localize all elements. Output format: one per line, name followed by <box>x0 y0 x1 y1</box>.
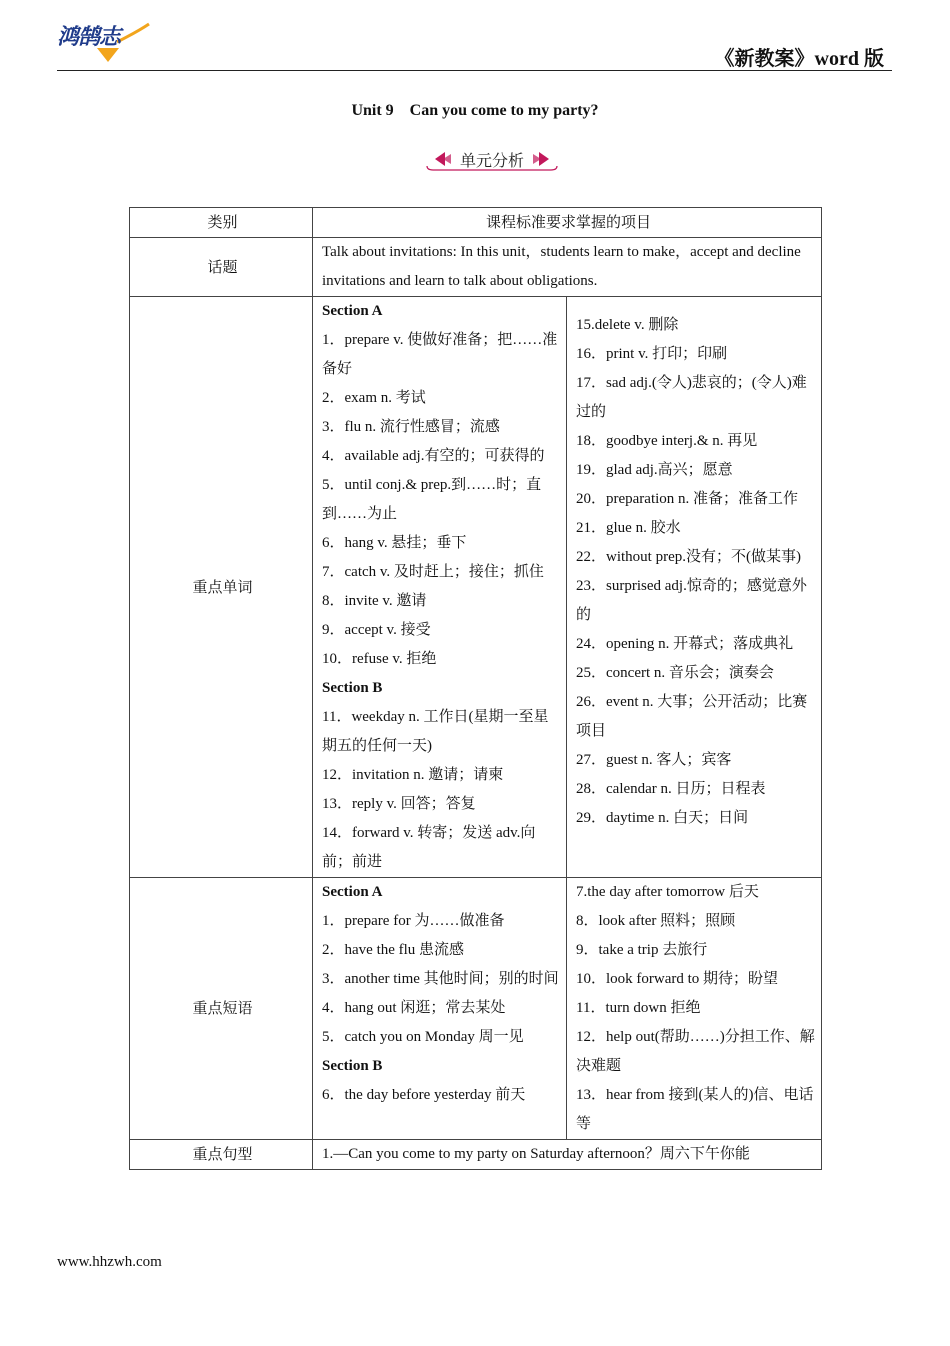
list-item: 3．flu n. 流行性感冒；流感 <box>322 419 500 435</box>
list-item: 12．help out(帮助……)分担工作、解决难题 <box>576 1029 815 1074</box>
list-item: 1．prepare v. 使做好准备；把……准备好 <box>322 332 558 377</box>
phrases-left-list <box>313 878 567 1140</box>
list-item: 4．available adj.有空的；可获得的 <box>322 448 545 464</box>
phrases-right-list <box>567 878 822 1140</box>
table-row-topic <box>130 238 822 297</box>
list-item: 27．guest n. 客人；宾客 <box>576 752 732 768</box>
list-item: 14．forward v. 转寄；发送 adv.向前；前进 <box>322 825 536 870</box>
list-item: 23．surprised adj.惊奇的；感觉意外的 <box>576 578 807 623</box>
logo <box>57 18 157 64</box>
list-item: 21．glue n. 胶水 <box>576 520 681 536</box>
list-item: 24．opening n. 开幕式；落成典礼 <box>576 636 794 652</box>
list-item: 2．exam n. 考试 <box>322 390 426 406</box>
list-item: 3．another time 其他时间；别的时间 <box>322 971 559 987</box>
vocab-right-list <box>567 297 822 878</box>
list-item: 2．have the flu 患流感 <box>322 942 465 958</box>
table-header-row <box>130 208 822 238</box>
list-item: 8．invite v. 邀请 <box>322 593 427 609</box>
list-item: 4．hang out 闲逛；常去某处 <box>322 1000 506 1016</box>
list-item: 26．event n. 大事；公开活动；比赛项目 <box>576 694 808 739</box>
section-badge <box>423 146 561 172</box>
list-item: 7.the day after tomorrow 后天 <box>576 884 759 900</box>
list-item: 19．glad adj.高兴；愿意 <box>576 462 733 478</box>
phrases-category: 重点短语 <box>130 878 313 1140</box>
list-item: 13．reply v. 回答；答复 <box>322 796 476 812</box>
sentences-category: 重点句型 <box>130 1140 313 1170</box>
table-row-sentences <box>130 1140 822 1170</box>
topic-text: Talk about invitations: In this unit，students learn to make，accept and decline invitations and learn to talk about obligations. <box>313 238 822 297</box>
list-item: 11．turn down 拒绝 <box>576 1000 701 1016</box>
list-item: 10．look forward to 期待；盼望 <box>576 971 779 987</box>
list-item: 15.delete v. 删除 <box>576 317 679 333</box>
list-item: 6．the day before yesterday 前天 <box>322 1087 526 1103</box>
list-item: 10．refuse v. 拒绝 <box>322 651 437 667</box>
section-heading: Section A <box>322 884 383 900</box>
list-item: 1．prepare for 为……做准备 <box>322 913 505 929</box>
list-item: 6．hang v. 悬挂；垂下 <box>322 535 467 551</box>
list-item: 9．take a trip 去旅行 <box>576 942 708 958</box>
list-item: 11．weekday n. 工作日(星期一至星期五的任何一天) <box>322 709 549 754</box>
table-row-phrases <box>130 878 822 1140</box>
list-item: 12．invitation n. 邀请；请柬 <box>322 767 504 783</box>
section-heading: Section A <box>322 303 383 319</box>
topic-category: 话题 <box>130 238 313 297</box>
unit-title: Unit 9 Can you come to my party? <box>351 102 599 119</box>
list-item: 29．daytime n. 白天；日间 <box>576 810 749 826</box>
list-item: 13．hear from 接到(某人的)信、电话等 <box>576 1087 814 1132</box>
page-header <box>57 18 892 71</box>
vocab-left-list <box>313 297 567 878</box>
unit-analysis-table <box>129 207 822 1170</box>
list-item: 17．sad adj.(令人)悲哀的；(令人)难过的 <box>576 375 807 420</box>
header-category: 类别 <box>130 208 313 238</box>
table-row-vocab <box>130 297 822 878</box>
header-items: 课程标准要求掌握的项目 <box>313 208 822 238</box>
list-item: 28．calendar n. 日历；日程表 <box>576 781 766 797</box>
sentences-text: 1.—Can you come to my party on Saturday afternoon？周六下午你能 <box>313 1140 822 1170</box>
badge-label: 单元分析 <box>459 151 524 170</box>
logo-text: 鸿鹄志 <box>57 25 121 50</box>
brand-label: 《新教案》word 版 <box>714 48 884 70</box>
list-item: 22．without prep.没有；不(做某事) <box>576 549 801 565</box>
vocab-category: 重点单词 <box>130 297 313 878</box>
section-heading: Section B <box>322 1058 383 1074</box>
list-item: 20．preparation n. 准备；准备工作 <box>576 491 799 507</box>
list-item: 9．accept v. 接受 <box>322 622 431 638</box>
list-item: 18．goodbye interj.& n. 再见 <box>576 433 758 449</box>
list-item: 5．until conj.& prep.到……时；直到……为止 <box>322 477 542 522</box>
list-item: 8．look after 照料；照顾 <box>576 913 736 929</box>
section-heading: Section B <box>322 680 383 696</box>
footer-url: www.hhzwh.com <box>57 1254 162 1270</box>
list-item: 25．concert n. 音乐会；演奏会 <box>576 665 774 681</box>
list-item: 5．catch you on Monday 周一见 <box>322 1029 524 1045</box>
list-item: 7．catch v. 及时赶上；接住；抓住 <box>322 564 544 580</box>
list-item: 16．print v. 打印；印刷 <box>576 346 728 362</box>
